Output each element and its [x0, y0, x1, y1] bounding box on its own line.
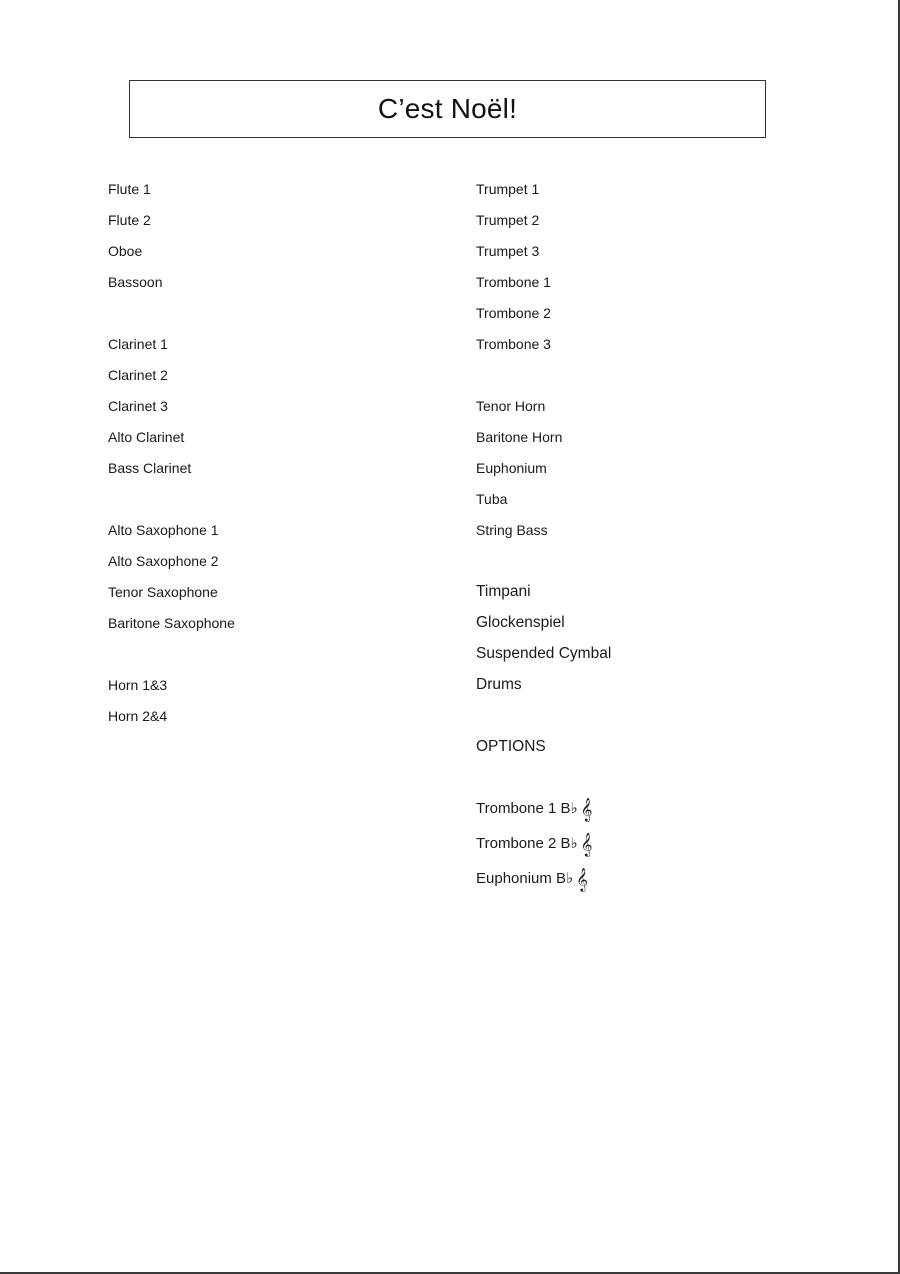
- list-item: Trumpet 1: [476, 181, 540, 197]
- options-heading: OPTIONS: [476, 738, 546, 755]
- list-item: Trombone 2: [476, 305, 551, 321]
- list-item: Tenor Saxophone: [108, 584, 218, 600]
- list-item: Alto Saxophone 1: [108, 522, 219, 538]
- instrument-list-right: [476, 177, 611, 902]
- list-item: Tuba: [476, 491, 508, 507]
- treble-clef-icon: 𝄞: [580, 797, 593, 821]
- option-item: [476, 832, 611, 867]
- list-item: Trumpet 3: [476, 243, 540, 259]
- list-item: Glockenspiel: [476, 614, 565, 631]
- instrument-list-left: [108, 177, 235, 735]
- list-item: Bassoon: [108, 274, 163, 290]
- option-item: [476, 867, 611, 902]
- list-item: Flute 1: [108, 181, 151, 197]
- list-spacer: [108, 301, 235, 332]
- list-spacer: [476, 766, 611, 797]
- list-item: Clarinet 3: [108, 398, 168, 414]
- list-item: Baritone Saxophone: [108, 615, 235, 631]
- list-item: Tenor Horn: [476, 398, 546, 414]
- option-item: [476, 797, 611, 832]
- list-spacer: [108, 487, 235, 518]
- option-label: Trombone 2 B♭: [476, 835, 578, 852]
- list-spacer: [476, 549, 611, 580]
- list-item: Clarinet 1: [108, 336, 168, 352]
- option-label: Euphonium B♭: [476, 870, 574, 887]
- list-item: Drums: [476, 676, 522, 693]
- list-item: Flute 2: [108, 212, 151, 228]
- list-item: Timpani: [476, 583, 531, 600]
- title-box: [129, 80, 766, 138]
- list-spacer: [476, 704, 611, 735]
- list-item: Euphonium: [476, 460, 547, 476]
- list-item: Suspended Cymbal: [476, 645, 612, 662]
- list-item: Trumpet 2: [476, 212, 540, 228]
- treble-clef-icon: 𝄞: [580, 832, 593, 856]
- list-item: Alto Clarinet: [108, 429, 185, 445]
- list-item: Horn 2&4: [108, 708, 168, 724]
- treble-clef-icon: 𝄞: [576, 867, 588, 891]
- list-item: String Bass: [476, 522, 548, 538]
- list-item: Bass Clarinet: [108, 460, 192, 476]
- list-item: Trombone 3: [476, 336, 551, 352]
- list-spacer: [108, 642, 235, 673]
- list-item: Alto Saxophone 2: [108, 553, 219, 569]
- list-item: Clarinet 2: [108, 367, 168, 383]
- page-title: C’est Noël!: [377, 93, 518, 124]
- list-item: Baritone Horn: [476, 429, 563, 445]
- list-spacer: [476, 363, 611, 394]
- list-item: Oboe: [108, 243, 143, 259]
- list-item: Horn 1&3: [108, 677, 168, 693]
- option-label: Trombone 1 B♭: [476, 800, 578, 817]
- list-item: Trombone 1: [476, 274, 551, 290]
